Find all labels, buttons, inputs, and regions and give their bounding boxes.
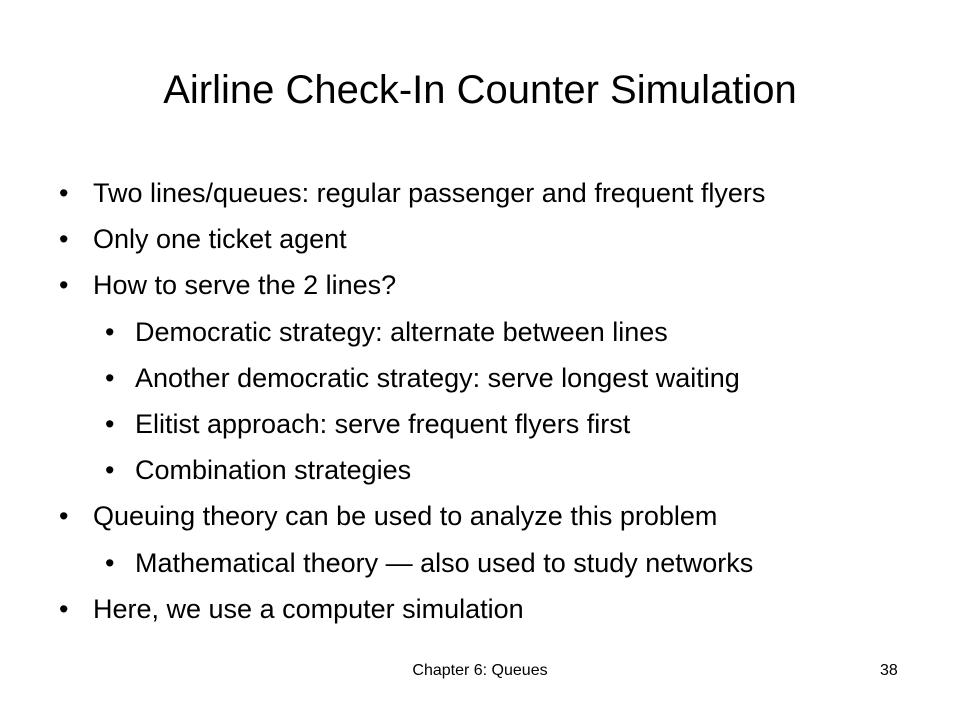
- bullet-dot-icon: •: [105, 548, 115, 578]
- bullet-text: Mathematical theory — also used to study networks: [135, 548, 754, 578]
- bullet-text: Only one ticket agent: [93, 224, 347, 254]
- bullet-item: [59, 268, 397, 302]
- bullet-text: Combination strategies: [135, 455, 412, 485]
- sub-bullet-item: [105, 315, 668, 349]
- bullet-text: Another democratic strategy: serve longest waiting: [135, 363, 740, 393]
- slide-title: Airline Check-In Counter Simulation: [163, 68, 797, 112]
- bullet-item: [59, 499, 718, 533]
- bullet-text: How to serve the 2 lines?: [93, 270, 397, 300]
- bullet-dot-icon: •: [59, 270, 69, 300]
- bullet-text: Here, we use a computer simulation: [93, 594, 524, 624]
- bullet-item: [59, 176, 766, 210]
- bullet-dot-icon: •: [105, 409, 115, 439]
- bullet-dot-icon: •: [105, 363, 115, 393]
- bullet-dot-icon: •: [105, 317, 115, 347]
- bullet-dot-icon: •: [105, 455, 115, 485]
- bullet-text: Queuing theory can be used to analyze this problem: [93, 501, 718, 531]
- bullet-item: [59, 592, 524, 626]
- slide-footer: Chapter 6: Queues: [412, 662, 548, 679]
- sub-bullet-item: [105, 361, 740, 395]
- sub-bullet-item: [105, 546, 754, 580]
- bullet-dot-icon: •: [59, 224, 69, 254]
- bullet-item: [59, 222, 347, 256]
- page-number: 38: [880, 662, 898, 679]
- sub-bullet-item: [105, 407, 631, 441]
- sub-bullet-item: [105, 453, 412, 487]
- bullet-dot-icon: •: [59, 501, 69, 531]
- bullet-dot-icon: •: [59, 178, 69, 208]
- bullet-text: Elitist approach: serve frequent flyers first: [135, 409, 631, 439]
- bullet-dot-icon: •: [59, 594, 69, 624]
- bullet-text: Two lines/queues: regular passenger and frequent flyers: [93, 178, 766, 208]
- bullet-text: Democratic strategy: alternate between lines: [135, 317, 668, 347]
